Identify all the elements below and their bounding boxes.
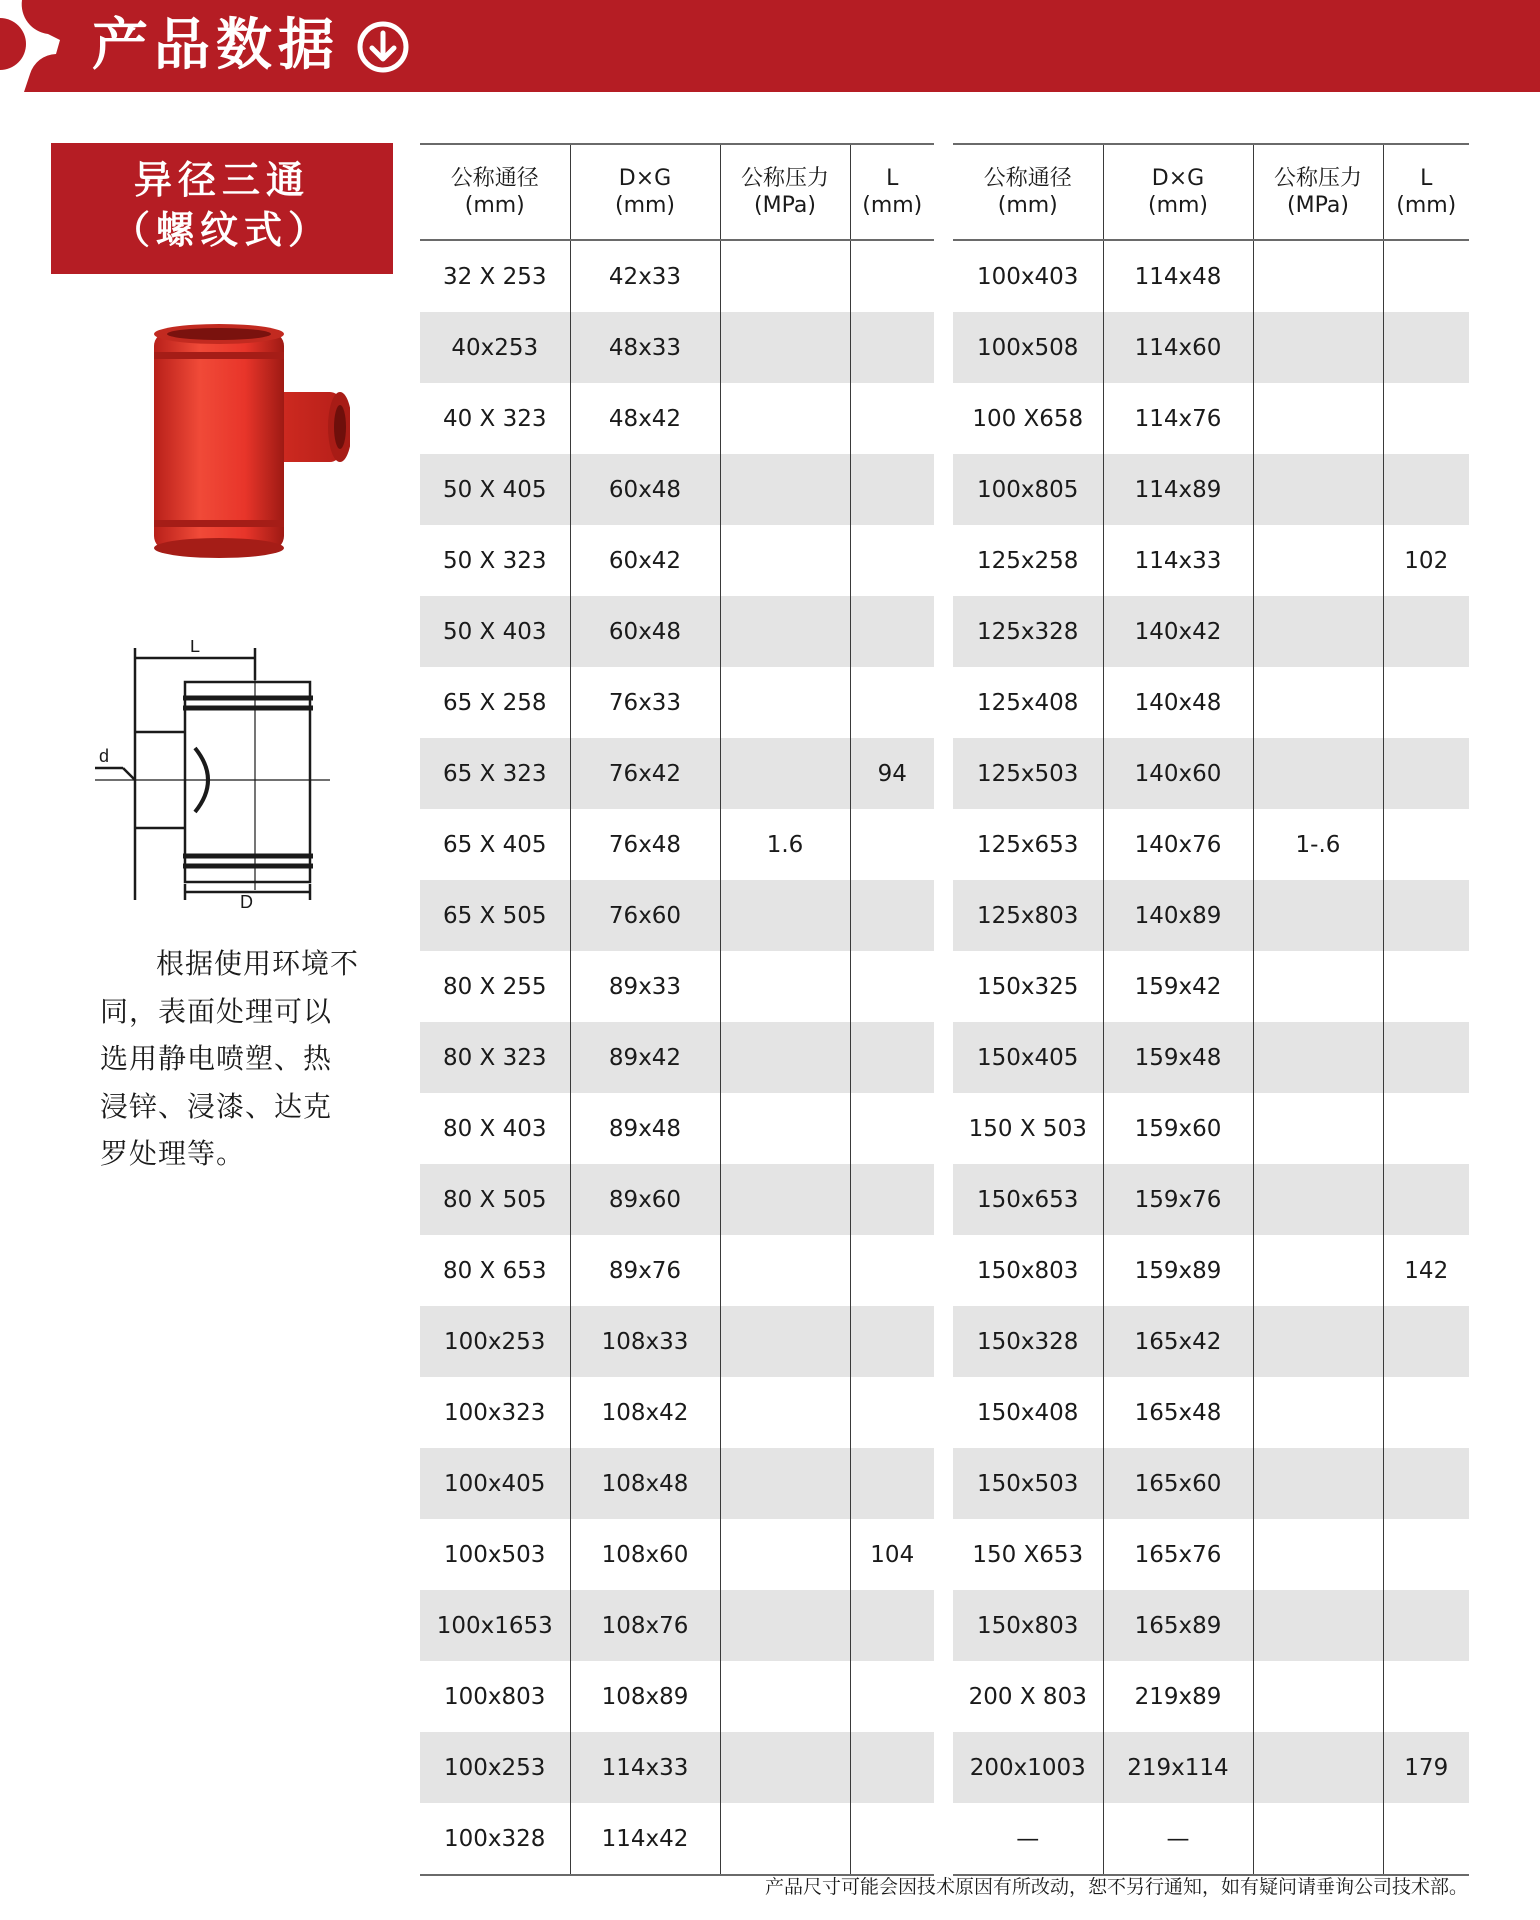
table-cell: 219x89 [1103,1661,1253,1732]
column-gap [934,951,953,1022]
table-cell [850,1448,934,1519]
table-cell: 140x60 [1103,738,1253,809]
column-gap [934,144,953,240]
table-cell: 89x60 [570,1164,720,1235]
table-cell: 159x60 [1103,1093,1253,1164]
table-row [420,809,1469,880]
table-cell [1383,454,1469,525]
table-cell [850,1235,934,1306]
table-row [420,1803,1469,1875]
table-cell: 65 X 405 [420,809,570,880]
outlet-label: d [99,746,110,766]
table-cell: 40 X 323 [420,383,570,454]
table-cell [850,1306,934,1377]
table-row [420,1022,1469,1093]
column-gap [934,1661,953,1732]
table-cell: 100x323 [420,1377,570,1448]
table-cell: 100x803 [420,1661,570,1732]
table-header-row [420,144,1469,240]
product-type: （螺纹式） [111,208,332,252]
table-cell: 40x253 [420,312,570,383]
table-cell [720,454,850,525]
table-cell: 200 X 803 [953,1661,1103,1732]
table-cell: 100x328 [420,1803,570,1875]
table-cell [1253,240,1383,312]
table-cell: 108x42 [570,1377,720,1448]
table-cell: 100 X658 [953,383,1103,454]
table-row [420,1519,1469,1590]
table-cell: 48x42 [570,383,720,454]
table-cell: 150x408 [953,1377,1103,1448]
column-gap [934,1448,953,1519]
table-cell [850,1803,934,1875]
table-cell [1253,1732,1383,1803]
table-cell [850,1661,934,1732]
table-cell: 94 [850,738,934,809]
column-gap [934,525,953,596]
table-cell: 108x48 [570,1448,720,1519]
table-cell [720,1022,850,1093]
table-cell [1253,1235,1383,1306]
table-cell: 60x42 [570,525,720,596]
table-cell: 50 X 323 [420,525,570,596]
column-gap [934,383,953,454]
table-cell [850,1732,934,1803]
col-header: L (mm) [850,144,934,240]
table-cell [1383,1803,1469,1875]
table-cell [1253,1093,1383,1164]
table-cell [1383,312,1469,383]
table-cell [720,1235,850,1306]
table-cell: 65 X 505 [420,880,570,951]
table-cell [850,596,934,667]
table-cell [1253,1803,1383,1875]
table-cell [720,1661,850,1732]
table-cell: 100x805 [953,454,1103,525]
table-cell: 114x89 [1103,454,1253,525]
table-cell [1253,1306,1383,1377]
table-cell: — [1103,1803,1253,1875]
column-gap [934,880,953,951]
table-cell [850,383,934,454]
table-cell [1383,667,1469,738]
column-gap [934,240,953,312]
table-cell: — [953,1803,1103,1875]
column-gap [934,1235,953,1306]
table-cell [720,1093,850,1164]
table-cell: 159x48 [1103,1022,1253,1093]
col-header: 公称压力 (MPa) [1253,144,1383,240]
table-cell: 65 X 258 [420,667,570,738]
table-cell: 100x1653 [420,1590,570,1661]
table-cell [720,667,850,738]
table-cell [1383,240,1469,312]
table-cell: 114x33 [570,1732,720,1803]
table-cell: 165x76 [1103,1519,1253,1590]
table-cell [1383,1590,1469,1661]
table-cell [1383,1448,1469,1519]
table-cell: 50 X 405 [420,454,570,525]
table-cell: 159x89 [1103,1235,1253,1306]
table-row [420,1235,1469,1306]
table-cell [850,240,934,312]
table-cell [1383,880,1469,951]
column-gap [934,738,953,809]
table-cell: 114x76 [1103,383,1253,454]
table-cell [720,880,850,951]
table-cell: 114x33 [1103,525,1253,596]
column-gap [934,1164,953,1235]
table-cell: 100x403 [953,240,1103,312]
table-cell [850,1590,934,1661]
table-cell: 50 X 403 [420,596,570,667]
table-cell [1383,738,1469,809]
table-row [420,1377,1469,1448]
table-cell: 140x89 [1103,880,1253,951]
table-cell [720,1732,850,1803]
table-cell [1253,1661,1383,1732]
table-cell: 165x60 [1103,1448,1253,1519]
table-cell: 114x48 [1103,240,1253,312]
table-cell: 125x653 [953,809,1103,880]
table-cell: 104 [870,1541,915,1568]
table-cell [1253,1448,1383,1519]
table-cell: 165x42 [1103,1306,1253,1377]
table-cell [1253,1377,1383,1448]
table-cell [1253,454,1383,525]
table-cell: 76x33 [570,667,720,738]
table-cell: 165x48 [1103,1377,1253,1448]
column-gap [934,1803,953,1875]
table-row [420,454,1469,525]
table-cell [720,1803,850,1875]
table-cell: 150x803 [953,1235,1103,1306]
table-cell [720,951,850,1022]
table-cell [850,1164,934,1235]
table-cell: 140x76 [1103,809,1253,880]
table-cell: 150x405 [953,1022,1103,1093]
table-cell: 1.6 [720,809,850,880]
table-row [420,383,1469,454]
table-row [420,240,1469,312]
table-cell: 48x33 [570,312,720,383]
table-cell [850,312,934,383]
table-cell: 102 [1404,547,1449,574]
table-cell [1383,1519,1469,1590]
circle-down-arrow-icon [356,20,410,74]
table-cell: 125x408 [953,667,1103,738]
table-cell [720,383,850,454]
table-row [420,525,1469,596]
table-cell [1253,951,1383,1022]
column-gap [934,1377,953,1448]
table-cell [1253,1022,1383,1093]
table-cell: 150 X 503 [953,1093,1103,1164]
footnote: 产品尺寸可能会因技术原因有所改动，恕不另行通知，如有疑问请垂询公司技术部。 [764,1876,1468,1898]
table-cell [1383,1306,1469,1377]
table-row [420,880,1469,951]
gear-decoration-icon [0,0,70,92]
table-cell [1253,880,1383,951]
table-cell [720,596,850,667]
table-row [420,1661,1469,1732]
table-cell: 89x76 [570,1235,720,1306]
column-gap [934,809,953,880]
col-header: 公称通径 (mm) [420,144,570,240]
table-cell [720,1590,850,1661]
table-cell: 219x114 [1103,1732,1253,1803]
table-cell [850,951,934,1022]
table-cell [850,1093,934,1164]
column-gap [934,1093,953,1164]
table-cell: 150x803 [953,1590,1103,1661]
length-label: L [190,640,201,656]
table-cell [720,312,850,383]
table-cell: 100x503 [420,1519,570,1590]
col-header: D×G (mm) [570,144,720,240]
table-cell: 114x42 [570,1803,720,1875]
table-cell: 80 X 653 [420,1235,570,1306]
table-cell: 80 X 323 [420,1022,570,1093]
table-cell: 142 [1404,1257,1449,1284]
table-cell [1253,312,1383,383]
table-row [420,951,1469,1022]
column-gap [934,667,953,738]
table-cell: 150 X653 [953,1519,1103,1590]
column-gap [934,1732,953,1803]
table-cell [850,454,934,525]
column-gap [934,1306,953,1377]
table-cell: 89x42 [570,1022,720,1093]
table-cell: 32 X 253 [420,240,570,312]
table-cell: 100x253 [420,1732,570,1803]
table-cell [850,1022,934,1093]
table-cell: 60x48 [570,596,720,667]
table-cell [720,525,850,596]
table-cell: 42x33 [570,240,720,312]
page-title: 产品数据 [92,13,340,78]
table-cell: 140x48 [1103,667,1253,738]
table-body [420,240,1469,1875]
table-cell: 100x405 [420,1448,570,1519]
table-cell: 150x325 [953,951,1103,1022]
column-gap [934,1590,953,1661]
table-row [420,1306,1469,1377]
column-gap [934,312,953,383]
table-cell: 150x653 [953,1164,1103,1235]
table-cell: 150x328 [953,1306,1103,1377]
table-row [420,1448,1469,1519]
table-cell: 89x33 [570,951,720,1022]
col-header: 公称通径 (mm) [953,144,1103,240]
table-row [420,596,1469,667]
table-cell [1383,1661,1469,1732]
table-cell [1383,1377,1469,1448]
table-cell: 159x42 [1103,951,1253,1022]
column-gap [934,454,953,525]
table-cell: 125x328 [953,596,1103,667]
table-cell [1383,1022,1469,1093]
table-cell [720,1306,850,1377]
reducing-tee-photo [140,320,350,560]
table-cell [1383,1093,1469,1164]
table-cell: 60x48 [570,454,720,525]
table-cell: 200x1003 [953,1732,1103,1803]
col-header: D×G (mm) [1103,144,1253,240]
table-cell: 80 X 255 [420,951,570,1022]
table-row [420,1590,1469,1661]
table-cell [1253,667,1383,738]
table-cell [720,738,850,809]
table-cell [1253,1590,1383,1661]
table-cell [1383,596,1469,667]
table-cell [850,525,934,596]
table-cell [1383,1164,1469,1235]
header-banner [0,0,1540,92]
table-cell: 89x48 [570,1093,720,1164]
column-gap [934,1022,953,1093]
table-cell [1253,738,1383,809]
dimension-diagram [95,640,345,920]
table-cell: 76x60 [570,880,720,951]
diameter-label: D [240,892,253,912]
table-row [420,312,1469,383]
table-cell [720,240,850,312]
table-cell: 108x89 [570,1661,720,1732]
product-description: 根据使用环境不同，表面处理可以选用静电喷塑、热浸锌、浸漆、达克罗处理等。 [100,947,360,1170]
table-cell: 125x503 [953,738,1103,809]
table-cell: 114x60 [1103,312,1253,383]
table-row [420,1093,1469,1164]
table-cell: 179 [1383,1732,1469,1803]
table-cell: 108x33 [570,1306,720,1377]
table-cell [1253,1519,1383,1590]
table-cell: 80 X 403 [420,1093,570,1164]
spec-table [420,143,1469,1876]
table-cell: 65 X 323 [420,738,570,809]
table-cell [850,880,934,951]
col-header: L (mm) [1383,144,1469,240]
table-cell: 165x89 [1103,1590,1253,1661]
col-header: 公称压力 (MPa) [720,144,850,240]
table-cell [720,1448,850,1519]
table-cell: 76x42 [570,738,720,809]
table-cell: 159x76 [1103,1164,1253,1235]
table-cell [720,1377,850,1448]
table-cell: 150x503 [953,1448,1103,1519]
table-cell [1253,1164,1383,1235]
table-row [420,738,1469,809]
table-cell [850,667,934,738]
table-cell [1253,525,1383,596]
table-cell [1383,383,1469,454]
table-cell: 76x48 [570,809,720,880]
column-gap [934,596,953,667]
table-cell [1253,596,1383,667]
table-row [420,1164,1469,1235]
table-cell [850,809,934,880]
spec-table-container [420,143,1469,1876]
table-cell: 100x508 [953,312,1103,383]
table-cell [720,1164,850,1235]
table-cell [850,1377,934,1448]
table-cell: 140x42 [1103,596,1253,667]
column-gap [934,1519,953,1590]
table-cell [1383,809,1469,880]
table-row [420,1732,1469,1803]
table-row [420,667,1469,738]
table-cell: 125x803 [953,880,1103,951]
table-cell [1253,383,1383,454]
table-cell [720,1519,850,1590]
table-cell: 100x253 [420,1306,570,1377]
table-cell: 80 X 505 [420,1164,570,1235]
table-cell [1383,951,1469,1022]
product-name: 异径三通 [133,158,310,202]
table-cell: 108x76 [570,1590,720,1661]
product-title-box [51,143,393,274]
table-cell: 108x60 [570,1519,720,1590]
table-cell: 125x258 [953,525,1103,596]
table-cell: 1-.6 [1253,809,1383,880]
